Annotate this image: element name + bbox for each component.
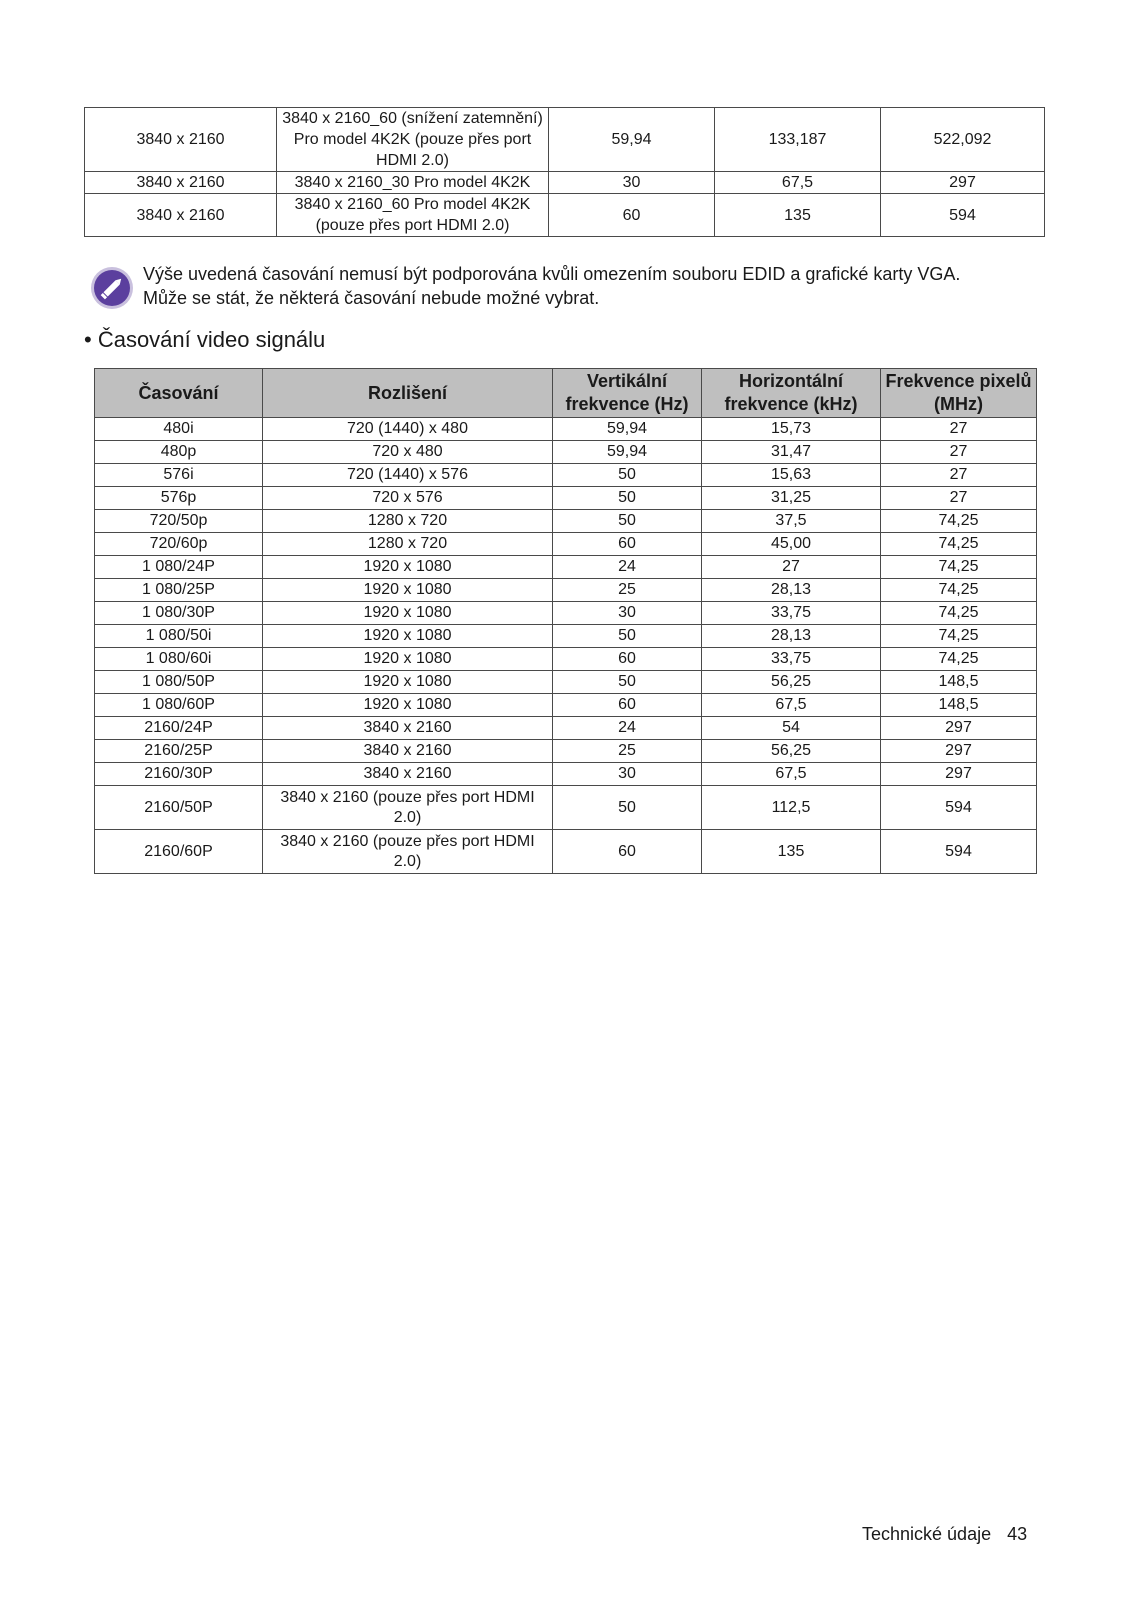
table-row	[95, 786, 1037, 830]
table-row	[95, 510, 1037, 533]
note-line-1: Výše uvedená časování nemusí být podporována kvůli omezením souboru EDID a grafické karty VGA.	[143, 264, 961, 284]
table-cell: 297	[881, 172, 1045, 194]
table-row	[95, 602, 1037, 625]
table-row	[95, 556, 1037, 579]
table-cell: 135	[702, 830, 881, 874]
table-cell: 3840 x 2160	[85, 108, 277, 172]
table-cell: 27	[881, 464, 1037, 487]
table-cell: 28,13	[702, 625, 881, 648]
table-cell: 2160/24P	[95, 717, 263, 740]
table-cell: 30	[553, 763, 702, 786]
table-cell: 54	[702, 717, 881, 740]
table-cell: 3840 x 2160_60 (snížení zatemnění) Pro model 4K2K (pouze přes port HDMI 2.0)	[277, 108, 549, 172]
header-timing: Časování	[95, 369, 263, 418]
table-row	[95, 625, 1037, 648]
pencil-note-icon	[90, 266, 134, 310]
table-row	[95, 830, 1037, 874]
table-row	[95, 441, 1037, 464]
table-cell: 50	[553, 487, 702, 510]
table-cell: 1920 x 1080	[263, 579, 553, 602]
table-cell: 33,75	[702, 648, 881, 671]
timing-table-body	[95, 418, 1037, 874]
resolution-table-continued	[84, 107, 1045, 237]
table-row	[85, 194, 1045, 237]
table-cell: 27	[881, 441, 1037, 464]
table-cell: 3840 x 2160	[263, 740, 553, 763]
table-cell: 15,73	[702, 418, 881, 441]
table-cell: 1920 x 1080	[263, 556, 553, 579]
table-cell: 2160/60P	[95, 830, 263, 874]
table-row	[95, 487, 1037, 510]
table-cell: 60	[553, 533, 702, 556]
table-cell: 2160/30P	[95, 763, 263, 786]
table-cell: 15,63	[702, 464, 881, 487]
table-cell: 3840 x 2160	[85, 194, 277, 237]
table-cell: 1920 x 1080	[263, 602, 553, 625]
table-cell: 148,5	[881, 694, 1037, 717]
header-vertical-frequency: Vertikální frekvence (Hz)	[553, 369, 702, 418]
table-cell: 31,47	[702, 441, 881, 464]
table-row	[95, 418, 1037, 441]
table-cell: 480i	[95, 418, 263, 441]
table-cell: 480p	[95, 441, 263, 464]
table-cell: 3840 x 2160	[263, 763, 553, 786]
table-cell: 56,25	[702, 671, 881, 694]
table-cell: 720 (1440) x 576	[263, 464, 553, 487]
table-cell: 56,25	[702, 740, 881, 763]
table-cell: 720/60p	[95, 533, 263, 556]
table-cell: 133,187	[715, 108, 881, 172]
table-cell: 50	[553, 625, 702, 648]
table-cell: 74,25	[881, 556, 1037, 579]
table-cell: 50	[553, 671, 702, 694]
table-cell: 25	[553, 740, 702, 763]
table-cell: 60	[553, 694, 702, 717]
table-cell: 594	[881, 830, 1037, 874]
table-cell: 720 x 480	[263, 441, 553, 464]
table-cell: 3840 x 2160 (pouze přes port HDMI 2.0)	[263, 830, 553, 874]
table-cell: 1920 x 1080	[263, 694, 553, 717]
video-timing-table	[94, 368, 1037, 874]
table-cell: 720 (1440) x 480	[263, 418, 553, 441]
table-cell: 3840 x 2160_30 Pro model 4K2K	[277, 172, 549, 194]
header-horizontal-frequency: Horizontální frekvence (kHz)	[702, 369, 881, 418]
table-cell: 1 080/60P	[95, 694, 263, 717]
table-cell: 3840 x 2160	[263, 717, 553, 740]
table-cell: 37,5	[702, 510, 881, 533]
page-footer	[862, 1523, 1027, 1545]
table-cell: 576p	[95, 487, 263, 510]
note-line-2: Může se stát, že některá časování nebude možné vybrat.	[143, 288, 600, 308]
table-cell: 50	[553, 510, 702, 533]
table-cell: 594	[881, 786, 1037, 830]
table-cell: 50	[553, 786, 702, 830]
table-row	[95, 717, 1037, 740]
table-cell: 25	[553, 579, 702, 602]
table-cell: 3840 x 2160	[85, 172, 277, 194]
table-cell: 74,25	[881, 579, 1037, 602]
table-row	[95, 763, 1037, 786]
table-cell: 45,00	[702, 533, 881, 556]
table-cell: 60	[553, 648, 702, 671]
table-cell: 576i	[95, 464, 263, 487]
table-cell: 33,75	[702, 602, 881, 625]
table-row	[95, 579, 1037, 602]
table-cell: 30	[549, 172, 715, 194]
table-row	[95, 533, 1037, 556]
table-cell: 1280 x 720	[263, 510, 553, 533]
footer-section-name: Technické údaje	[862, 1524, 992, 1544]
table-cell: 27	[881, 418, 1037, 441]
note-text	[143, 262, 960, 310]
table-cell: 59,94	[549, 108, 715, 172]
table-cell: 60	[553, 830, 702, 874]
table-cell: 720 x 576	[263, 487, 553, 510]
table-cell: 24	[553, 556, 702, 579]
table-cell: 59,94	[553, 418, 702, 441]
table-cell: 74,25	[881, 533, 1037, 556]
table-cell: 1 080/50P	[95, 671, 263, 694]
header-resolution: Rozlišení	[263, 369, 553, 418]
table-row	[95, 671, 1037, 694]
table-row	[95, 740, 1037, 763]
table-cell: 3840 x 2160_60 Pro model 4K2K (pouze přes port HDMI 2.0)	[277, 194, 549, 237]
table-cell: 135	[715, 194, 881, 237]
table-row	[95, 648, 1037, 671]
table-cell: 74,25	[881, 510, 1037, 533]
table-cell: 1920 x 1080	[263, 625, 553, 648]
table-row	[85, 172, 1045, 194]
table-cell: 1 080/60i	[95, 648, 263, 671]
table-cell: 297	[881, 763, 1037, 786]
table-cell: 74,25	[881, 602, 1037, 625]
table-cell: 60	[549, 194, 715, 237]
table-cell: 2160/25P	[95, 740, 263, 763]
table-cell: 1 080/24P	[95, 556, 263, 579]
table-cell: 3840 x 2160 (pouze přes port HDMI 2.0)	[263, 786, 553, 830]
table-cell: 297	[881, 740, 1037, 763]
table-cell: 1 080/50i	[95, 625, 263, 648]
table-cell: 67,5	[715, 172, 881, 194]
table-cell: 74,25	[881, 625, 1037, 648]
table-cell: 112,5	[702, 786, 881, 830]
page-number: 43	[1007, 1524, 1028, 1544]
table-cell: 74,25	[881, 648, 1037, 671]
table-cell: 27	[702, 556, 881, 579]
table-cell: 148,5	[881, 671, 1037, 694]
table-cell: 50	[553, 464, 702, 487]
table-cell: 59,94	[553, 441, 702, 464]
table-cell: 1920 x 1080	[263, 648, 553, 671]
table-row	[95, 694, 1037, 717]
table-cell: 67,5	[702, 763, 881, 786]
table-cell: 522,092	[881, 108, 1045, 172]
table-cell: 1280 x 720	[263, 533, 553, 556]
section-title: • Časování video signálu	[84, 327, 326, 352]
table-cell: 24	[553, 717, 702, 740]
table-row	[85, 108, 1045, 172]
table-cell: 1 080/25P	[95, 579, 263, 602]
table-cell: 30	[553, 602, 702, 625]
resolution-table-body	[85, 108, 1045, 237]
note-block	[90, 262, 1040, 310]
table-row	[95, 464, 1037, 487]
table-cell: 1920 x 1080	[263, 671, 553, 694]
timing-table-header-row	[95, 369, 1037, 418]
header-pixel-frequency: Frekvence pixelů (MHz)	[881, 369, 1037, 418]
table-cell: 31,25	[702, 487, 881, 510]
table-cell: 594	[881, 194, 1045, 237]
table-cell: 297	[881, 717, 1037, 740]
table-cell: 720/50p	[95, 510, 263, 533]
table-cell: 28,13	[702, 579, 881, 602]
table-cell: 2160/50P	[95, 786, 263, 830]
table-cell: 1 080/30P	[95, 602, 263, 625]
table-cell: 67,5	[702, 694, 881, 717]
table-cell: 27	[881, 487, 1037, 510]
